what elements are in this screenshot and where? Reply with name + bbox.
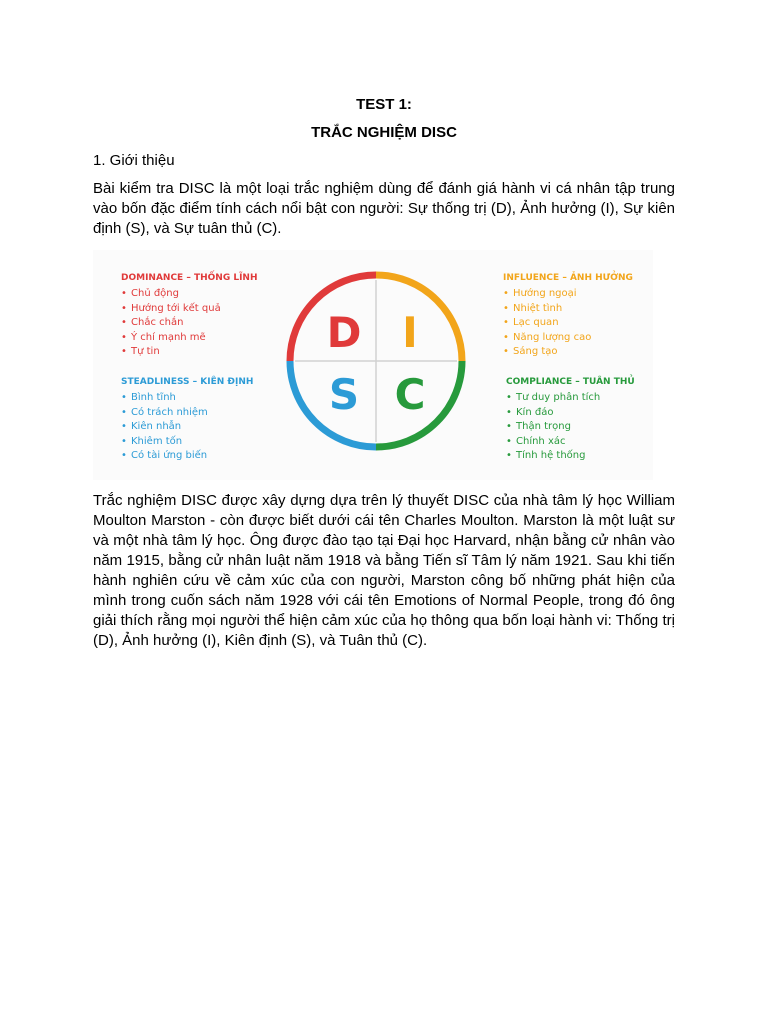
steadiness-block — [121, 376, 253, 464]
influence-list — [503, 287, 633, 360]
document-title: TRẮC NGHIỆM DISC — [311, 124, 457, 141]
list-item: • Chủ động — [121, 287, 258, 302]
list-item: • Có trách nhiệm — [121, 406, 253, 421]
body-paragraph: Trắc nghiệm DISC được xây dựng dựa trên lý thuyết DISC của nhà tâm lý học William Moulton Marston - còn được biết dưới cái tên Charles Moulton. Marston là một luật sư và một nhà tâm lý học. Ông được đào tạo tại Đại học Harvard, nhận bằng cử nhân vào năm 1915, bằng cử nhân luật năm 1918 và bằng Tiến sĩ Tâm lý năm 1921. Sau khi tiến hành nghiên cứu về cảm xúc của con người, Marston công bố những phát hiện của mình trong cuốn sách năm 1928 với cái tên Emotions of Normal People, trong đó ông giải thích rằng mọi người thể hiện cảm xúc của họ thông qua bốn loại hành vi: Thống trị (D), Ảnh hưởng (I), Kiên định (S), và Tuân thủ (C). — [93, 492, 675, 649]
list-item: • Chính xác — [506, 435, 635, 450]
list-item: • Chắc chắn — [121, 316, 258, 331]
steadiness-list — [121, 391, 253, 464]
disc-letter-d: D — [326, 308, 362, 357]
test-title: TEST 1: — [356, 96, 412, 113]
list-item: • Tự tin — [121, 345, 258, 360]
list-item: • Kiên nhẫn — [121, 420, 253, 435]
dominance-heading: DOMINANCE – THỐNG LĨNH — [121, 273, 258, 283]
disc-letter-i: I — [402, 308, 418, 357]
compliance-heading: COMPLIANCE – TUÂN THỦ — [506, 377, 635, 387]
disc-letter-c: C — [394, 370, 426, 419]
disc-arc-i — [376, 275, 462, 361]
dominance-block — [121, 272, 258, 360]
list-item: • Hướng tới kết quả — [121, 302, 258, 317]
list-item: • Thận trọng — [506, 420, 635, 435]
compliance-block — [506, 376, 635, 464]
dominance-list — [121, 287, 258, 360]
section-heading: 1. Giới thiệu — [93, 152, 175, 169]
disc-letter-s: S — [328, 370, 360, 419]
steadiness-heading: STEADLINESS – KIÊN ĐỊNH — [121, 377, 254, 387]
list-item: • Ý chí mạnh mẽ — [121, 331, 258, 346]
intro-paragraph: Bài kiểm tra DISC là một loại trắc nghiệm dùng để đánh giá hành vi cá nhân tập trung vào bốn đặc điểm tính cách nổi bật con người: Sự thống trị (D), Ảnh hưởng (I), Sự kiên định (S), và Sự tuân thủ (C). — [93, 180, 675, 237]
compliance-list — [506, 391, 635, 464]
list-item: • Tư duy phân tích — [506, 391, 635, 406]
list-item: • Kín đáo — [506, 406, 635, 421]
list-item: • Khiêm tốn — [121, 435, 253, 450]
influence-block — [503, 272, 633, 360]
list-item: • Năng lượng cao — [503, 331, 633, 346]
list-item: • Nhiệt tình — [503, 302, 633, 317]
list-item: • Lạc quan — [503, 316, 633, 331]
disc-figure — [93, 250, 653, 480]
list-item: • Hướng ngoại — [503, 287, 633, 302]
list-item: • Bình tĩnh — [121, 391, 253, 406]
list-item: • Có tài ứng biến — [121, 449, 253, 464]
influence-heading: INFLUENCE – ẢNH HƯỞNG — [503, 273, 633, 283]
list-item: • Tính hệ thống — [506, 449, 635, 464]
list-item: • Sáng tạo — [503, 345, 633, 360]
